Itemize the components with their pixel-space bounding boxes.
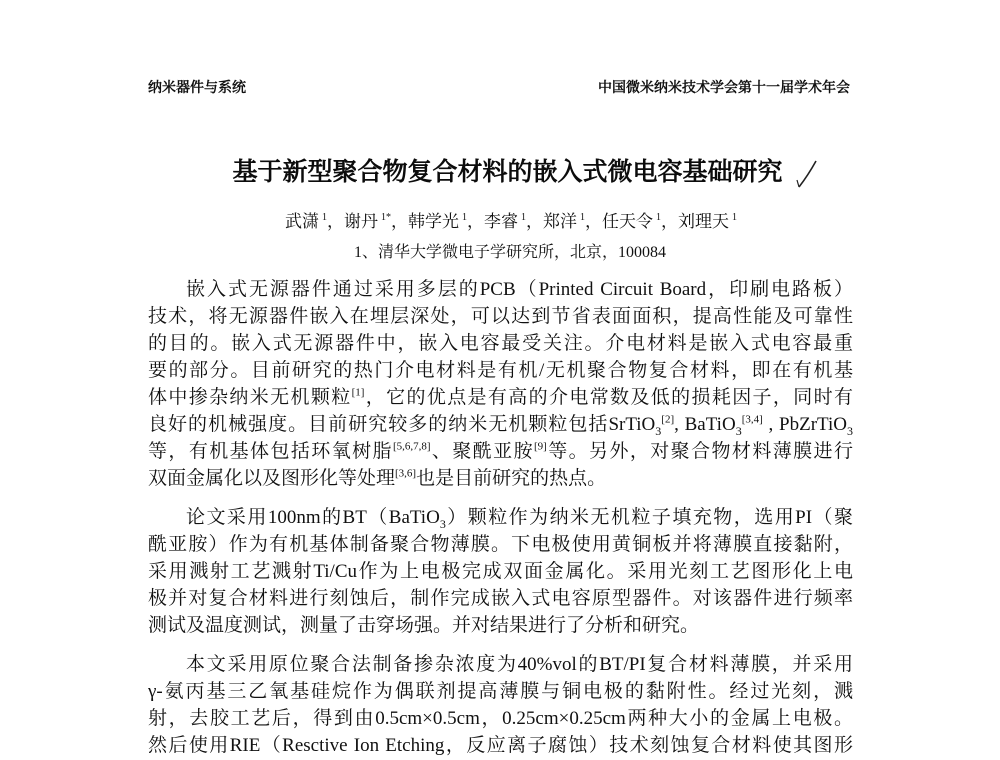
citation-superscript: [1] xyxy=(351,386,365,399)
text-run: 采用溅射工艺溅射Ti/Cu作为上电极完成双面金属化。采用光刻工艺图形化上电 xyxy=(148,561,853,582)
paper-body xyxy=(148,276,853,760)
text-run: γ-氨丙基三乙氧基硅烷作为偶联剂提高薄膜与铜电极的黏附性。经过光刻，溅 xyxy=(148,681,853,702)
text-run: 双面金属化以及图形化等处理 xyxy=(148,468,396,489)
author xyxy=(344,212,391,231)
text-run: 然后使用RIE（Resctive Ion Etching，反应离子腐蚀）技术刻蚀复合材料使其图形 xyxy=(148,735,853,756)
author-affiliation-mark: 1 xyxy=(322,212,327,224)
text-line xyxy=(148,651,853,678)
text-run: 的目的。嵌入式无源器件中，嵌入电容最受关注。介电材料是嵌入式电容最重 xyxy=(148,333,853,354)
text-line xyxy=(148,276,853,303)
author-separator: ， xyxy=(661,212,678,231)
chemical-subscript: 3 xyxy=(439,516,446,531)
text-run: 射，去胶工艺后，得到由0.5cm×0.5cm，0.25cm×0.25cm两种大小的金属上电极。 xyxy=(148,708,853,729)
author-name: 韩学光 xyxy=(408,212,459,231)
text-run: 技术，将无源器件嵌入在埋层深处，可以达到节省表面面积，提高性能及可靠性 xyxy=(148,306,853,327)
text-run: 嵌入式无源器件通过采用多层的PCB（Printed Circuit Board，印刷电路板） xyxy=(186,279,853,300)
text-run: 本文采用原位聚合法制备掺杂浓度为40%vol的BT/PI复合材料薄膜，并采用 xyxy=(186,654,853,675)
author xyxy=(602,212,661,231)
author xyxy=(285,212,327,231)
author-list xyxy=(161,210,861,234)
text-line xyxy=(148,504,853,531)
text-run: 极并对复合材料进行刻蚀后，制作完成嵌入式电容原型器件。对该器件进行频率 xyxy=(148,588,853,609)
citation-superscript: [3,6] xyxy=(395,467,417,480)
text-line xyxy=(148,384,853,411)
text-run: 也是目前研究的热点。 xyxy=(416,468,607,489)
author-separator: ， xyxy=(526,212,543,231)
text-line xyxy=(148,357,853,384)
author-name: 刘理天 xyxy=(678,212,729,231)
text-run: 要的部分。目前研究的热门介电材料是有机/无机聚合物复合材料，即在有机基 xyxy=(148,360,853,381)
text-line xyxy=(148,732,853,759)
text-run: 等，有机基体包括环氧树脂 xyxy=(148,441,393,462)
running-header-conference: 中国微米纳米技术学会第十一届学术年会 xyxy=(598,80,850,96)
author-name: 郑洋 xyxy=(543,212,577,231)
running-header-section: 纳米器件与系统 xyxy=(148,80,246,96)
author xyxy=(484,212,526,231)
author-affiliation-mark: 1 xyxy=(732,212,737,224)
text-run: 体中掺杂纳米无机颗粒 xyxy=(148,387,352,408)
chemical-subscript: 3 xyxy=(847,423,853,438)
author-separator: ， xyxy=(391,212,408,231)
scan-mark xyxy=(794,158,820,190)
text-line xyxy=(148,330,853,357)
chemical-subscript: 3 xyxy=(735,423,742,438)
author-affiliation-mark: 1* xyxy=(381,212,391,224)
paragraph xyxy=(148,504,853,639)
text-run: , PbZrTiO xyxy=(762,414,847,435)
citation-superscript: [2] xyxy=(661,413,675,426)
text-line xyxy=(148,612,853,639)
text-line xyxy=(148,438,853,465)
text-run: 、聚酰亚胺 xyxy=(430,441,534,462)
text-run: 等。另外，对聚合物材料薄膜进行 xyxy=(546,441,853,462)
author-affiliation-mark: 1 xyxy=(656,212,661,224)
paragraph xyxy=(148,651,853,759)
text-line xyxy=(148,303,853,330)
author-name: 谢丹 xyxy=(344,212,378,231)
text-line xyxy=(148,678,853,705)
text-line xyxy=(148,411,853,438)
affiliation: 1、清华大学微电子学研究所，北京，100084 xyxy=(353,244,666,261)
author-affiliation-mark: 1 xyxy=(462,212,467,224)
citation-superscript: [3,4] xyxy=(741,413,763,426)
author-name: 武潇 xyxy=(285,212,319,231)
author xyxy=(678,212,737,231)
author-affiliation-mark: 1 xyxy=(521,212,526,224)
author-affiliation-mark: 1 xyxy=(580,212,585,224)
text-run: ）颗粒作为纳米无机粒子填充物，选用PI（聚 xyxy=(445,507,853,528)
text-run: ，它的优点是有高的介电常数及低的损耗因子，同时有 xyxy=(364,387,853,408)
author-separator: ， xyxy=(467,212,484,231)
author-name: 任天令 xyxy=(602,212,653,231)
text-line xyxy=(148,705,853,732)
text-line xyxy=(148,585,853,612)
author-name: 李睿 xyxy=(484,212,518,231)
text-run: 良好的机械强度。目前研究较多的纳米无机颗粒包括SrTiO xyxy=(148,414,656,435)
author xyxy=(408,212,467,231)
text-line xyxy=(148,558,853,585)
author-separator: ， xyxy=(327,212,344,231)
paragraph xyxy=(148,276,853,492)
chemical-subscript: 3 xyxy=(655,423,662,438)
author-separator: ， xyxy=(585,212,602,231)
paper-title: 基于新型聚合物复合材料的嵌入式微电容基础研究 xyxy=(232,157,783,186)
text-run: 酰亚胺）作为有机基体制备聚合物薄膜。下电极使用黄铜板并将薄膜直接黏附， xyxy=(148,534,853,555)
text-line xyxy=(148,465,853,492)
text-line xyxy=(148,531,853,558)
author xyxy=(543,212,585,231)
text-run: 测试及温度测试，测量了击穿场强。并对结果进行了分析和研究。 xyxy=(148,615,700,636)
text-run: , BaTiO xyxy=(674,414,736,435)
citation-superscript: [5,6,7,8] xyxy=(392,440,431,453)
text-run: 论文采用100nm的BT（BaTiO xyxy=(186,507,440,528)
citation-superscript: [9] xyxy=(533,440,547,453)
